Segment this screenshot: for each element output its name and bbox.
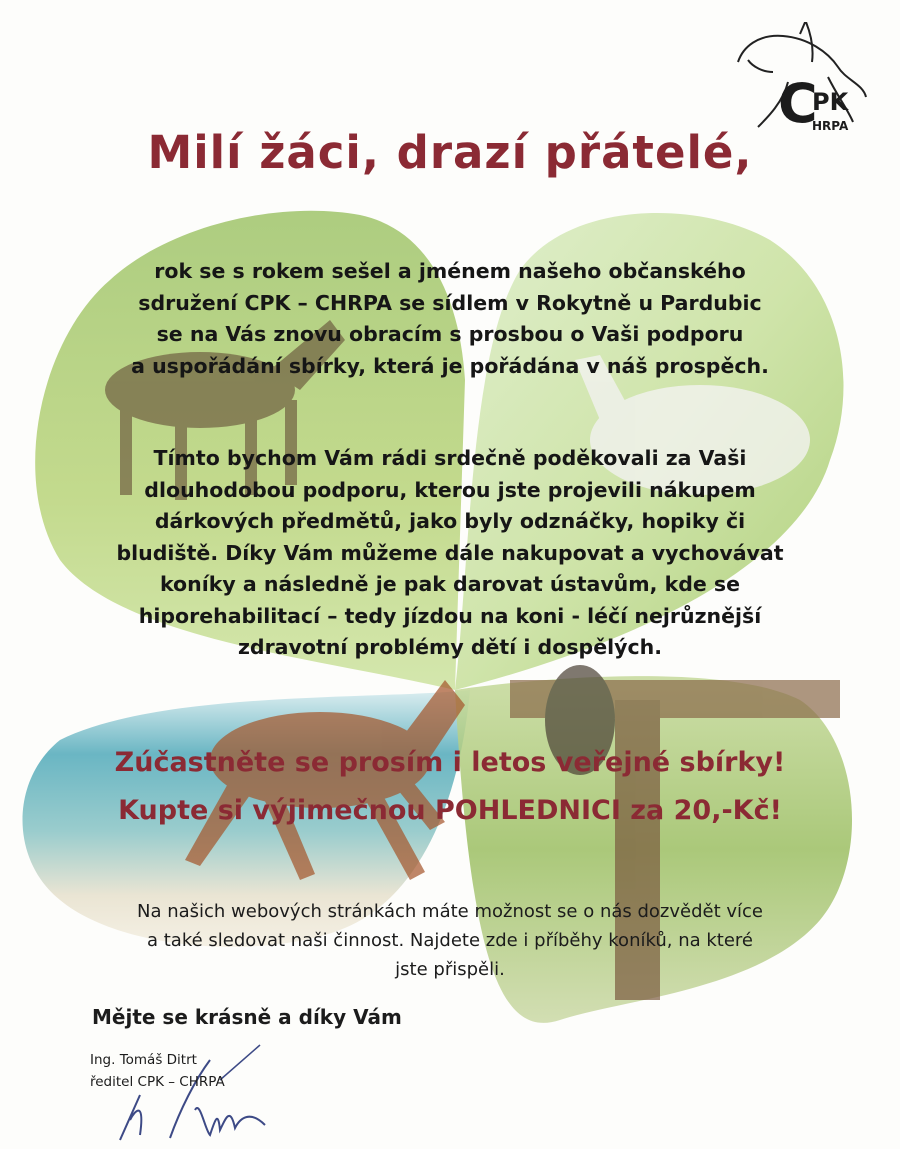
- paragraph-line: rok se s rokem sešel a jménem našeho občanského: [154, 259, 746, 283]
- paragraph-line: Tímto bychom Vám rádi srdečně poděkovali za Vaši: [153, 446, 747, 470]
- paragraph-line: dárkových předmětů, jako byly odznáčky, hopiky či: [154, 509, 746, 533]
- appeal-line-postcard: Kupte si výjimečnou POHLEDNICI za 20,-Kč!: [118, 795, 782, 826]
- paragraph-line: sdružení CPK – CHRPA se sídlem v Rokytně u Pardubic: [138, 290, 762, 315]
- signatory-role: ředitel CPK – CHRPA: [90, 1074, 225, 1090]
- paragraph-line: hiporehabilitací – tedy jízdou na koni - léčí nejrůznější: [138, 603, 762, 628]
- logo-mark: C: [778, 72, 818, 135]
- web-note-line: jste přispěli.: [395, 959, 505, 980]
- paragraph-intro: [60, 256, 840, 382]
- web-note: [70, 897, 830, 984]
- headline: Milí žáci, drazí přátelé,: [147, 126, 753, 179]
- paragraph-line: a uspořádání sbírky, která je pořádána v náš prospěch.: [131, 353, 769, 378]
- paragraph-thanks: [60, 443, 840, 664]
- paragraph-line: dlouhodobou podporu, kterou jste projevili nákupem: [144, 477, 756, 502]
- paragraph-line: bludiště. Díky Vám můžeme dále nakupovat a vychovávat: [116, 540, 784, 565]
- logo-text-top: PK: [812, 88, 849, 116]
- paragraph-line: zdravotní problémy dětí i dospělých.: [237, 635, 663, 659]
- web-note-line: Na našich webových stránkách máte možnost se o nás dozvědět více: [136, 901, 764, 922]
- signatory-name: Ing. Tomáš Ditrt: [90, 1052, 197, 1068]
- web-note-line: a také sledovat naši činnost. Najdete zde i příběhy koníků, na které: [147, 930, 753, 951]
- paragraph-line: se na Vás znovu obracím s prosbou o Vaši podporu: [156, 322, 744, 346]
- paragraph-line: koníky a následně je pak darovat ústavům, kde se: [159, 572, 741, 596]
- logo-text-bottom: HRPA: [812, 119, 849, 133]
- closing-greeting: Mějte se krásně a díky Vám: [92, 1005, 402, 1029]
- cpk-chrpa-logo: [728, 22, 873, 142]
- appeal-line-collection: Zúčastněte se prosím i letos veřejné sbírky!: [114, 747, 786, 778]
